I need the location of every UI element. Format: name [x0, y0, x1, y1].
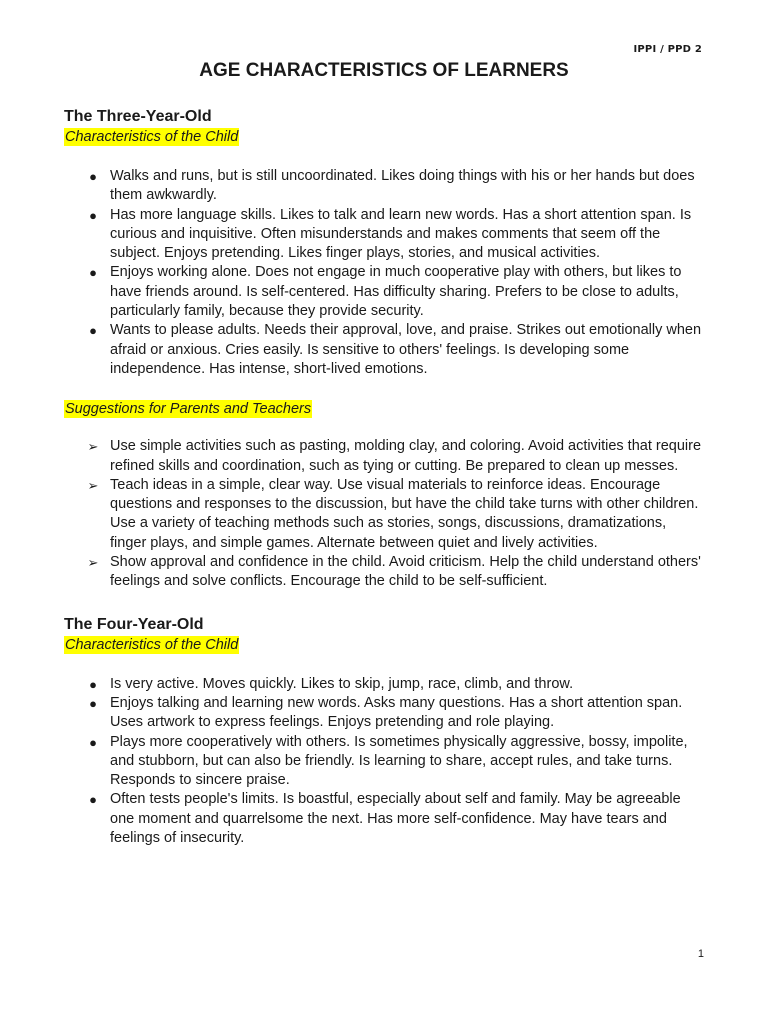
bullet-dot-icon: ● [89, 695, 97, 711]
list-item [64, 675, 704, 694]
list-item-text: Wants to please adults. Needs their approval, love, and praise. Strikes out emotionally when afraid or anxious. Cries easily. Is sensitive to others' feelings. Is developing some independence. Has intense, short-lived emotions. [110, 322, 702, 377]
list-item [64, 733, 704, 791]
list-item-text: Show approval and confidence in the child. Avoid criticism. Help the child understand others' feelings and solve conflicts. Encourage the child to be self-sufficient. [110, 554, 701, 590]
characteristics-label-row [64, 635, 704, 655]
list-item-text: Has more language skills. Likes to talk and learn new words. Has a short attention span. Is curious and inquisitive. Often misunderstands and makes comments that seem off the subject. Enjoys pretending. Likes finger plays, stories, and musical activities. [110, 206, 692, 262]
list-item-text: Teach ideas in a simple, clear way. Use visual materials to reinforce ideas. Encourage questions and responses to the discussion, but have the child take turns with other children. Use a variety of teaching methods such as stories, songs, discussions, dramatizations, finger plays, and simple games. Alternate between quiet and lively activities. [110, 476, 699, 551]
bullet-dot-icon: ● [89, 734, 97, 750]
list-item [64, 437, 704, 476]
bullet-dot-icon: ● [89, 207, 97, 223]
section-three-year-old [64, 106, 704, 592]
characteristics-label: Characteristics of the Child [65, 636, 239, 653]
list-item [64, 263, 704, 321]
arrow-right-icon: ➢ [87, 555, 99, 571]
suggestions-label: Suggestions for Parents and Teachers [65, 401, 312, 418]
characteristics-list [64, 675, 704, 849]
list-item [64, 553, 704, 592]
characteristics-list [64, 167, 704, 379]
list-item [64, 790, 704, 848]
list-item-text: Walks and runs, but is still uncoordinated. Likes doing things with his or her hands but does them awkwardly. [110, 168, 695, 204]
suggestions-list [64, 437, 704, 591]
bullet-dot-icon: ● [89, 792, 97, 808]
list-item-text: Enjoys talking and learning new words. Asks many questions. Has a short attention span. Uses artwork to express feelings. Enjoys pretending and role playing. [110, 694, 683, 731]
document-body [64, 106, 704, 848]
list-item-text: Often tests people's limits. Is boastful, especially about self and family. May be agreeable one moment and quarrelsome the next. Has more self-confidence. May have tears and feelings of insecurity. [110, 791, 681, 847]
section-title: The Three-Year-Old [64, 108, 212, 125]
list-item [64, 206, 704, 264]
arrow-right-icon: ➢ [87, 477, 99, 493]
arrow-right-icon: ➢ [87, 439, 99, 455]
list-item [64, 321, 704, 379]
list-item [64, 167, 704, 206]
list-item [64, 694, 704, 733]
characteristics-label: Characteristics of the Child [65, 129, 239, 145]
section-four-year-old [64, 614, 704, 849]
bullet-dot-icon: ● [89, 323, 97, 339]
bullet-dot-icon: ● [89, 169, 97, 184]
document-title: AGE CHARACTERISTICS OF LEARNERS [199, 60, 569, 81]
list-item-text: Is very active. Moves quickly. Likes to skip, jump, race, climb, and throw. [110, 675, 574, 692]
list-item-text: Plays more cooperatively with others. Is sometimes physically aggressive, bossy, impolite, and stubborn, but can also be friendly. Is learning to share, accept rules, and take turns. Responds to sincere praise. [110, 733, 688, 789]
bullet-dot-icon: ● [89, 265, 97, 281]
list-item-text: Enjoys working alone. Does not engage in much cooperative play with others, but likes to have friends around. Is self-centered. Has difficulty sharing. Prefers to be close to adults, particularly family, because they provide security. [110, 264, 682, 320]
page-number: 1 [697, 948, 704, 960]
list-item [64, 476, 704, 553]
suggestions-label-row [64, 399, 704, 419]
list-item-text: Use simple activities such as pasting, molding clay, and coloring. Avoid activities that require refined skills and coordination, such as tying or cutting. Be prepared to clean up messes. [110, 438, 702, 474]
characteristics-label-row [64, 127, 704, 147]
section-title: The Four-Year-Old [64, 615, 204, 633]
bullet-dot-icon: ● [89, 676, 97, 692]
document-code: IPPI / PPD 2 [633, 44, 702, 55]
